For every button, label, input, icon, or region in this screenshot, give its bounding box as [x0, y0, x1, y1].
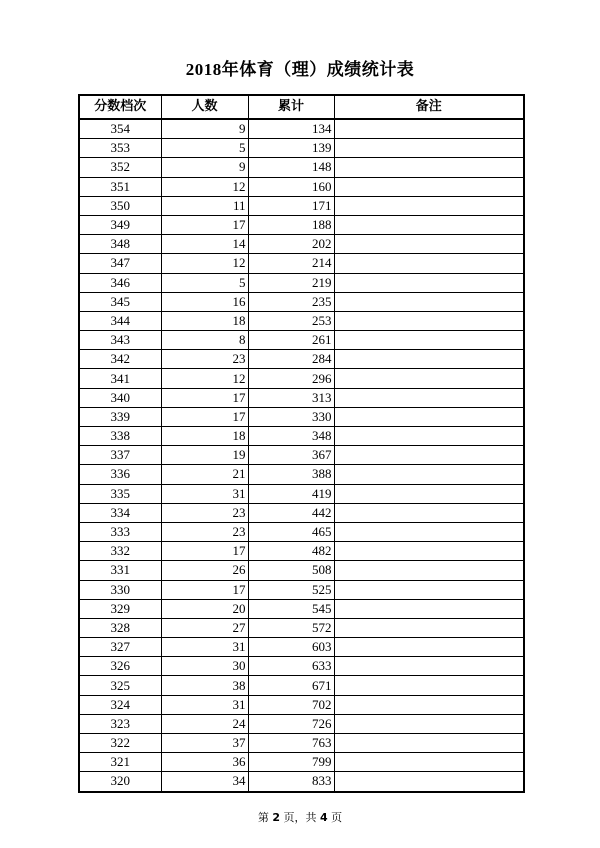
cell-score: 328 — [79, 618, 161, 637]
cell-note — [334, 139, 524, 158]
cell-total: 572 — [248, 618, 334, 637]
page-title: 2018年体育（理）成绩统计表 — [185, 60, 415, 79]
table-row — [79, 388, 524, 407]
cell-total: 214 — [248, 254, 334, 273]
cell-score: 338 — [79, 427, 161, 446]
cell-total: 482 — [248, 542, 334, 561]
cell-note — [334, 273, 524, 292]
cell-note — [334, 292, 524, 311]
cell-score: 342 — [79, 350, 161, 369]
cell-count: 19 — [161, 446, 248, 465]
cell-score: 339 — [79, 407, 161, 426]
cell-count: 30 — [161, 657, 248, 676]
cell-total: 202 — [248, 235, 334, 254]
table-row — [79, 676, 524, 695]
header-count: 人数 — [161, 95, 248, 119]
cell-count: 31 — [161, 638, 248, 657]
page-footer: 第 2 页，共 4 页 — [257, 811, 343, 824]
header-total: 累计 — [248, 95, 334, 119]
cell-note — [334, 446, 524, 465]
current-page: 2 — [272, 811, 280, 824]
table-row — [79, 618, 524, 637]
cell-total: 388 — [248, 465, 334, 484]
table-row — [79, 772, 524, 792]
cell-total: 284 — [248, 350, 334, 369]
table-row — [79, 446, 524, 465]
cell-score: 352 — [79, 158, 161, 177]
cell-total: 296 — [248, 369, 334, 388]
cell-score: 348 — [79, 235, 161, 254]
cell-count: 34 — [161, 772, 248, 792]
cell-score: 347 — [79, 254, 161, 273]
cell-total: 726 — [248, 714, 334, 733]
cell-count: 12 — [161, 177, 248, 196]
cell-count: 37 — [161, 734, 248, 753]
cell-count: 18 — [161, 427, 248, 446]
cell-total: 134 — [248, 119, 334, 139]
table-row — [79, 254, 524, 273]
cell-count: 38 — [161, 676, 248, 695]
total-pages: 4 — [320, 811, 328, 824]
cell-note — [334, 119, 524, 139]
cell-note — [334, 676, 524, 695]
cell-count: 31 — [161, 695, 248, 714]
table-row — [79, 350, 524, 369]
cell-score: 350 — [79, 196, 161, 215]
table-row — [79, 561, 524, 580]
table-row — [79, 407, 524, 426]
cell-count: 9 — [161, 158, 248, 177]
table-row — [79, 753, 524, 772]
cell-count: 11 — [161, 196, 248, 215]
cell-count: 17 — [161, 407, 248, 426]
cell-count: 17 — [161, 580, 248, 599]
cell-total: 545 — [248, 599, 334, 618]
cell-score: 332 — [79, 542, 161, 561]
cell-score: 346 — [79, 273, 161, 292]
cell-note — [334, 311, 524, 330]
cell-note — [334, 599, 524, 618]
cell-total: 465 — [248, 522, 334, 541]
cell-score: 329 — [79, 599, 161, 618]
table-row — [79, 695, 524, 714]
cell-score: 337 — [79, 446, 161, 465]
cell-total: 171 — [248, 196, 334, 215]
table-row — [79, 503, 524, 522]
cell-total: 702 — [248, 695, 334, 714]
cell-total: 253 — [248, 311, 334, 330]
cell-count: 36 — [161, 753, 248, 772]
cell-note — [334, 657, 524, 676]
cell-total: 671 — [248, 676, 334, 695]
cell-note — [334, 407, 524, 426]
cell-total: 139 — [248, 139, 334, 158]
header-note: 备注 — [334, 95, 524, 119]
cell-score: 341 — [79, 369, 161, 388]
cell-total: 508 — [248, 561, 334, 580]
table-header-row — [79, 95, 524, 119]
table-row — [79, 542, 524, 561]
table-row — [79, 139, 524, 158]
cell-count: 23 — [161, 503, 248, 522]
cell-count: 9 — [161, 119, 248, 139]
cell-score: 335 — [79, 484, 161, 503]
cell-total: 763 — [248, 734, 334, 753]
cell-note — [334, 753, 524, 772]
cell-total: 261 — [248, 331, 334, 350]
cell-note — [334, 427, 524, 446]
cell-note — [334, 215, 524, 234]
cell-score: 343 — [79, 331, 161, 350]
cell-note — [334, 638, 524, 657]
cell-note — [334, 484, 524, 503]
table-row — [79, 177, 524, 196]
table-row — [79, 273, 524, 292]
table-row — [79, 215, 524, 234]
cell-score: 344 — [79, 311, 161, 330]
cell-total: 348 — [248, 427, 334, 446]
cell-count: 8 — [161, 331, 248, 350]
cell-total: 148 — [248, 158, 334, 177]
table-row — [79, 714, 524, 733]
table-row — [79, 638, 524, 657]
cell-note — [334, 196, 524, 215]
cell-count: 20 — [161, 599, 248, 618]
cell-note — [334, 580, 524, 599]
cell-total: 633 — [248, 657, 334, 676]
cell-score: 353 — [79, 139, 161, 158]
cell-total: 833 — [248, 772, 334, 792]
table-row — [79, 331, 524, 350]
cell-note — [334, 618, 524, 637]
cell-total: 188 — [248, 215, 334, 234]
cell-note — [334, 542, 524, 561]
table-row — [79, 580, 524, 599]
cell-total: 219 — [248, 273, 334, 292]
cell-note — [334, 254, 524, 273]
table-row — [79, 599, 524, 618]
cell-note — [334, 522, 524, 541]
table-row — [79, 158, 524, 177]
cell-score: 323 — [79, 714, 161, 733]
cell-total: 442 — [248, 503, 334, 522]
cell-note — [334, 388, 524, 407]
cell-count: 17 — [161, 388, 248, 407]
table-row — [79, 427, 524, 446]
cell-score: 354 — [79, 119, 161, 139]
cell-score: 331 — [79, 561, 161, 580]
table-row — [79, 292, 524, 311]
cell-note — [334, 503, 524, 522]
cell-total: 525 — [248, 580, 334, 599]
cell-total: 330 — [248, 407, 334, 426]
cell-count: 26 — [161, 561, 248, 580]
score-table — [78, 94, 525, 793]
cell-count: 12 — [161, 369, 248, 388]
table-row — [79, 369, 524, 388]
cell-note — [334, 734, 524, 753]
cell-note — [334, 235, 524, 254]
cell-count: 16 — [161, 292, 248, 311]
header-score: 分数档次 — [79, 95, 161, 119]
cell-count: 17 — [161, 215, 248, 234]
cell-total: 419 — [248, 484, 334, 503]
cell-score: 324 — [79, 695, 161, 714]
cell-total: 160 — [248, 177, 334, 196]
cell-count: 23 — [161, 350, 248, 369]
cell-count: 21 — [161, 465, 248, 484]
cell-note — [334, 369, 524, 388]
cell-count: 27 — [161, 618, 248, 637]
cell-note — [334, 465, 524, 484]
table-row — [79, 522, 524, 541]
cell-count: 14 — [161, 235, 248, 254]
cell-note — [334, 331, 524, 350]
cell-score: 320 — [79, 772, 161, 792]
cell-score: 326 — [79, 657, 161, 676]
table-row — [79, 484, 524, 503]
cell-count: 17 — [161, 542, 248, 561]
cell-score: 327 — [79, 638, 161, 657]
cell-score: 349 — [79, 215, 161, 234]
cell-note — [334, 158, 524, 177]
cell-note — [334, 350, 524, 369]
table-row — [79, 196, 524, 215]
table-row — [79, 465, 524, 484]
table-row — [79, 119, 524, 139]
cell-count: 24 — [161, 714, 248, 733]
cell-count: 5 — [161, 139, 248, 158]
cell-count: 23 — [161, 522, 248, 541]
cell-count: 31 — [161, 484, 248, 503]
cell-score: 330 — [79, 580, 161, 599]
cell-total: 313 — [248, 388, 334, 407]
cell-note — [334, 695, 524, 714]
cell-score: 322 — [79, 734, 161, 753]
table-row — [79, 235, 524, 254]
cell-score: 351 — [79, 177, 161, 196]
cell-count: 5 — [161, 273, 248, 292]
cell-note — [334, 561, 524, 580]
cell-score: 345 — [79, 292, 161, 311]
cell-total: 799 — [248, 753, 334, 772]
cell-note — [334, 714, 524, 733]
cell-score: 325 — [79, 676, 161, 695]
cell-score: 333 — [79, 522, 161, 541]
cell-count: 12 — [161, 254, 248, 273]
cell-note — [334, 177, 524, 196]
cell-total: 367 — [248, 446, 334, 465]
cell-total: 603 — [248, 638, 334, 657]
cell-note — [334, 772, 524, 792]
table-row — [79, 657, 524, 676]
cell-score: 334 — [79, 503, 161, 522]
cell-score: 336 — [79, 465, 161, 484]
cell-score: 340 — [79, 388, 161, 407]
cell-total: 235 — [248, 292, 334, 311]
cell-count: 18 — [161, 311, 248, 330]
cell-score: 321 — [79, 753, 161, 772]
table-row — [79, 734, 524, 753]
table-row — [79, 311, 524, 330]
